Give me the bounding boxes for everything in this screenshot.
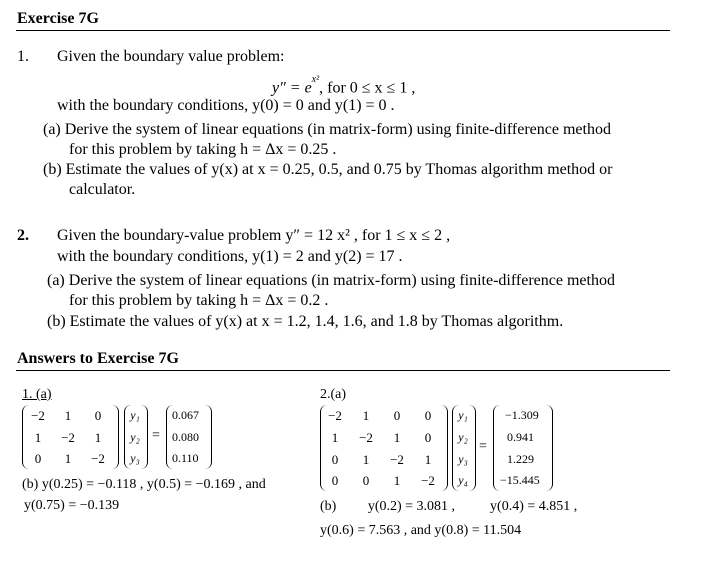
a1-m-2-1: 1 [64, 451, 72, 466]
answer2-label: 2.(a) [320, 387, 347, 402]
a2-m-0-0: −2 [328, 408, 342, 423]
a1-m-1-0: 1 [34, 430, 42, 445]
a2-m-2-3: 1 [424, 452, 432, 467]
a2-var-1: y₂ [458, 430, 468, 444]
q2-number: 2. [17, 227, 29, 244]
a1-m-1-2: 1 [94, 430, 102, 445]
q2-intro: Given the boundary-value problem y″ = 12 x² , for 1 ≤ x ≤ 2 , [57, 227, 451, 244]
q1-eq-exp: x² [311, 74, 320, 85]
a2-rhs-0: −1.309 [505, 408, 539, 422]
a1-m-0-1: 1 [64, 408, 72, 423]
a2-m-2-1: 1 [362, 452, 370, 467]
a1-var-1: y₂ [130, 430, 140, 444]
answer1-part-b-line1: (b) y(0.25) = −0.118 , y(0.5) = −0.169 , and [22, 477, 266, 492]
a2-m-3-1: 0 [362, 473, 370, 488]
a2-m-1-0: 1 [331, 430, 339, 445]
q1-eq-rhs: , for 0 ≤ x ≤ 1 , [319, 79, 416, 97]
q1-part-a-line2: for this problem by taking h = Δx = 0.25 . [69, 141, 337, 158]
a1-m-2-2: −2 [91, 451, 105, 466]
a2-m-2-2: −2 [390, 452, 404, 467]
answer2-equals: = [479, 439, 487, 454]
a1-rhs-1: 0.080 [172, 430, 199, 444]
q2-part-b-line1: (b) Estimate the values of y(x) at x = 1.2, 1.4, 1.6, and 1.8 by Thomas algorithm. [47, 313, 564, 330]
a2-m-1-1: −2 [359, 430, 373, 445]
a2-m-0-1: 1 [362, 408, 370, 423]
q1-part-a-line1: (a) Derive the system of linear equations (in matrix-form) using finite-difference method [43, 121, 611, 138]
answers-title: Answers to Exercise 7G [17, 350, 179, 367]
a2-var-0: y₁ [458, 408, 468, 422]
answer2-part-b-line2: y(0.6) = 7.563 , and y(0.8) = 11.504 [320, 523, 522, 538]
a1-m-1-1: −2 [61, 430, 75, 445]
a2-m-3-2: 1 [393, 473, 401, 488]
a1-var-2: y₃ [130, 451, 140, 465]
a2-m-1-3: 0 [424, 430, 432, 445]
a2-m-0-3: 0 [424, 408, 432, 423]
q2-boundary-conditions: with the boundary conditions, y(1) = 2 and y(2) = 17 . [57, 248, 403, 265]
q1-boundary-conditions: with the boundary conditions, y(0) = 0 and y(1) = 0 . [57, 97, 395, 114]
a1-rhs-2: 0.110 [172, 451, 199, 465]
answers-rule [16, 370, 670, 371]
q1-intro: Given the boundary value problem: [57, 48, 285, 65]
a2-m-0-2: 0 [393, 408, 401, 423]
a2-m-2-0: 0 [331, 452, 339, 467]
answer1-part-b-line2: y(0.75) = −0.139 [24, 498, 120, 513]
q1-number: 1. [17, 48, 29, 65]
a2-m-3-0: 0 [331, 473, 339, 488]
a1-m-0-0: −2 [31, 408, 45, 423]
a1-m-0-2: 0 [94, 408, 102, 423]
q1-part-b-line2: calculator. [69, 181, 136, 198]
q2-part-a-line2: for this problem by taking h = Δx = 0.2 . [69, 292, 329, 309]
exercise-title: Exercise 7G [17, 10, 99, 27]
a2-rhs-1: 0.941 [507, 430, 534, 444]
a2-var-3: y₄ [458, 473, 468, 487]
a2-rhs-3: −15.445 [500, 473, 540, 487]
a2-m-1-2: 1 [393, 430, 401, 445]
a1-rhs-0: 0.067 [172, 408, 199, 422]
a2-rhs-2: 1.229 [507, 452, 534, 466]
q1-part-b-line1: (b) Estimate the values of y(x) at x = 0.25, 0.5, and 0.75 by Thomas algorithm method or [43, 161, 613, 178]
a1-var-0: y₁ [130, 408, 140, 422]
a2-var-2: y₃ [458, 452, 468, 466]
q2-part-a-line1: (a) Derive the system of linear equations (in matrix-form) using finite-difference method [47, 272, 615, 289]
a2-m-3-3: −2 [421, 473, 435, 488]
answer2-part-b-line1: (b) y(0.2) = 3.081 , y(0.4) = 4.851 , [320, 499, 578, 514]
title-rule [16, 30, 670, 31]
a1-m-2-0: 0 [34, 451, 42, 466]
answer1-label: 1. (a) [22, 387, 52, 402]
q1-equation [272, 74, 415, 98]
answer1-equals: = [152, 428, 160, 443]
q1-eq-lhs: y″ = e [272, 79, 312, 97]
